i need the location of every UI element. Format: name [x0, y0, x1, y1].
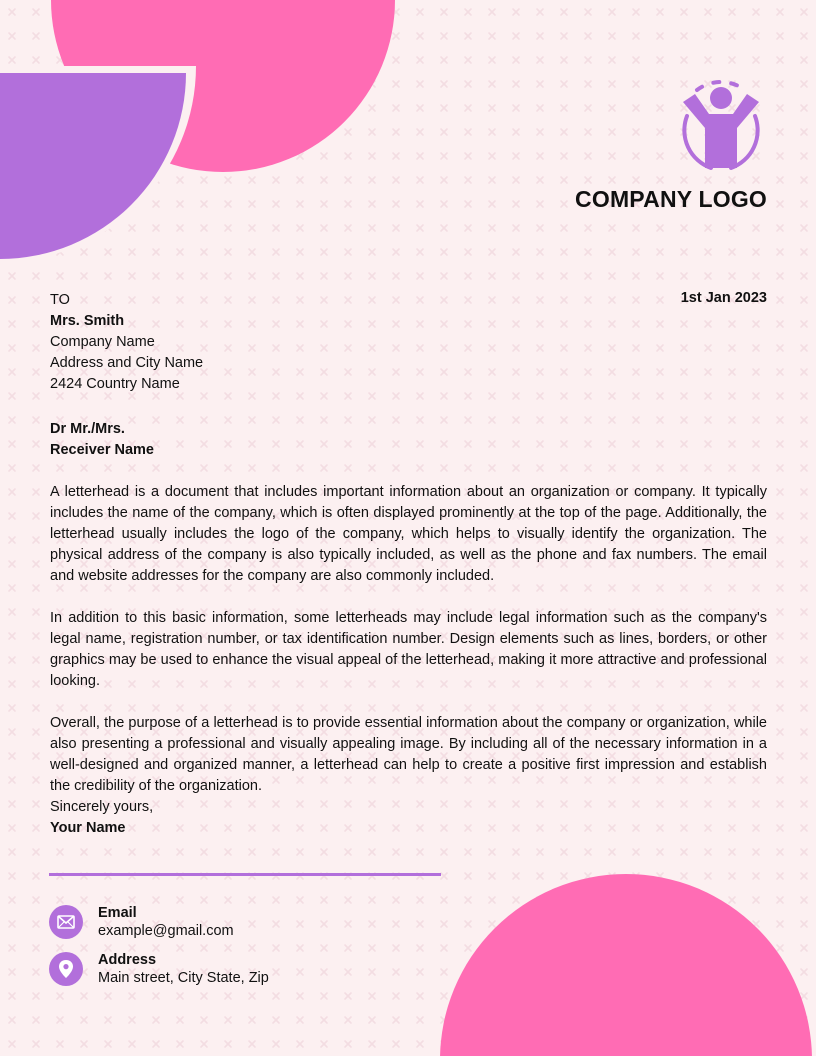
recipient-country: 2424 Country Name — [50, 376, 180, 392]
body-paragraph: A letterhead is a document that includes important information about an organization or company. It typically includes the name of the company, which is often displayed prominently at the top of the page. Additionally, the letterhead usually includes the logo of the company, which helps to visually identify the organization. The physical address of the company is also typically included, as well as the phone and fax numbers. The email and website addresses for the company are also commonly included. — [50, 484, 767, 584]
salutation — [50, 419, 154, 461]
email-value[interactable]: example@gmail.com — [98, 923, 234, 939]
top-decorative-shapes — [0, 0, 400, 260]
body-paragraph: Overall, the purpose of a letterhead is to provide essential information about the company or organization, while also presenting a professional and visually appealing image. By including all of the necessary information in a well-designed and organized manner, a letterhead can help to create a positive first impression and establish the credibility of the organization. — [50, 715, 767, 794]
closing-block — [50, 797, 153, 839]
address-label: Address — [98, 952, 157, 968]
company-logo — [575, 76, 767, 216]
closing-line: Sincerely yours, — [50, 799, 154, 815]
letter-body — [50, 482, 767, 818]
purple-quarter-circle — [0, 73, 186, 259]
bottom-pink-half-circle — [436, 871, 816, 1056]
salutation-line-2: Receiver Name — [50, 442, 154, 458]
letter-date: 1st Jan 2023 — [680, 290, 767, 306]
email-label: Email — [98, 905, 137, 921]
recipient-block — [50, 290, 203, 395]
recipient-name: Mrs. Smith — [50, 313, 125, 329]
recipient-company: Company Name — [50, 334, 155, 350]
footer-divider — [49, 873, 441, 876]
salutation-line-1: Dr Mr./Mrs. — [50, 421, 125, 437]
body-paragraph: In addition to this basic information, some letterheads may include legal information such as the company's legal name, registration number, or tax identification number. Design elements such as lines, borders, or other graphics may be used to enhance the visual appeal of the letterhead, making it more attractive and professional looking. — [50, 610, 767, 689]
person-cheering-icon — [673, 76, 769, 172]
company-logo-text: COMPANY LOGO — [575, 186, 767, 212]
recipient-address: Address and City Name — [50, 355, 204, 371]
mail-icon — [49, 905, 83, 939]
location-pin-icon — [49, 952, 83, 986]
sender-name: Your Name — [50, 820, 126, 836]
address-value: Main street, City State, Zip — [98, 970, 269, 986]
recipient-prefix: TO — [50, 292, 70, 308]
